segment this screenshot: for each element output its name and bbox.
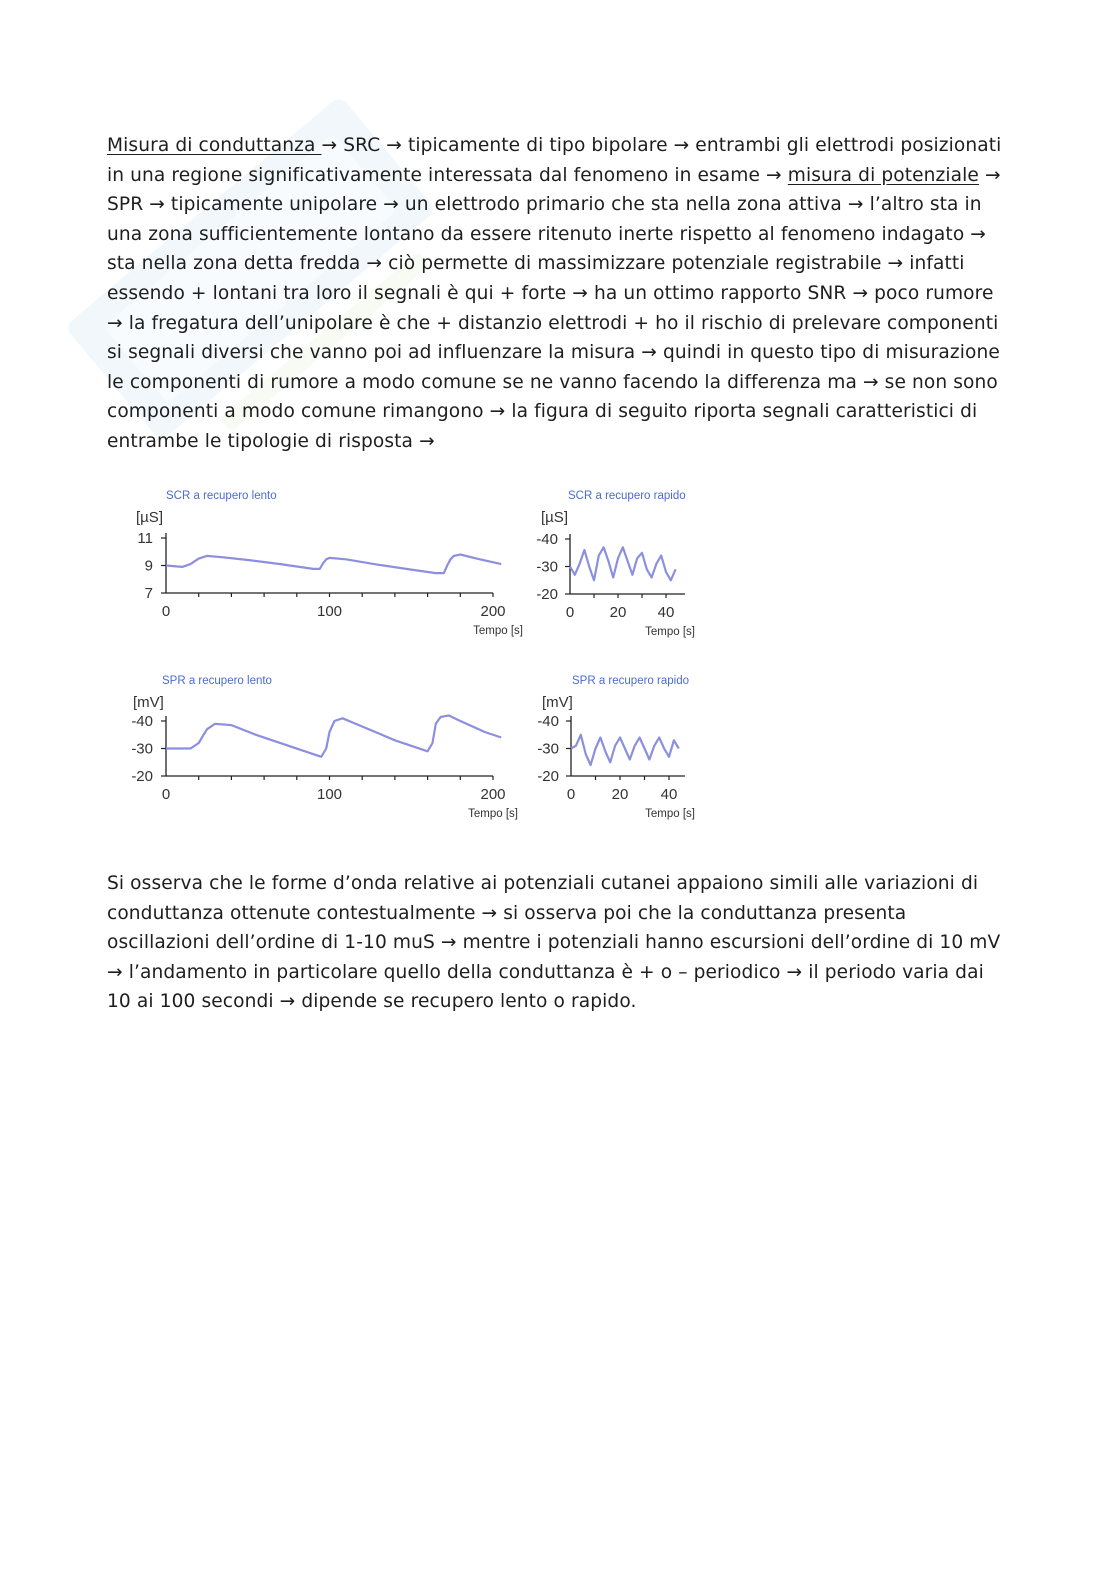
- chart-panel-3: [131, 675, 518, 820]
- x-tick-label: 40: [660, 786, 678, 803]
- x-axis-label: Tempo [s]: [645, 626, 695, 638]
- signal-curve: [570, 547, 676, 580]
- x-axis-label: Tempo [s]: [473, 625, 523, 637]
- y-tick-label: -20: [536, 586, 558, 603]
- y-tick-label: -40: [537, 713, 559, 730]
- x-tick-label: 0: [161, 603, 171, 620]
- x-tick-label: 200: [480, 786, 506, 803]
- paragraph-intro: [107, 131, 1012, 457]
- x-axis-label: Tempo [s]: [468, 808, 518, 820]
- chart-panel-4: [537, 675, 695, 820]
- y-tick-label: 9: [144, 557, 153, 575]
- y-tick-label: -40: [131, 713, 153, 730]
- x-tick-label: 40: [657, 604, 675, 621]
- y-tick-label: 7: [144, 585, 153, 602]
- y-tick-label: -20: [537, 768, 559, 785]
- x-tick-label: 0: [565, 604, 575, 621]
- y-tick-label: -30: [537, 740, 559, 758]
- term-misura-conduttanza: Misura di conduttanza: [107, 135, 322, 156]
- y-tick-label: -30: [131, 740, 153, 758]
- chart-title: SPR a recupero lento: [162, 675, 272, 687]
- chart-title: SPR a recupero rapido: [572, 675, 689, 687]
- x-tick-label: 100: [316, 603, 343, 620]
- paragraph-intro-text-b: → SPR → tipicamente unipolare → un elettrodo primario che sta nella zona attiva → l’altro sta in una zona sufficientemente lontano da essere ritenuto inerte rispetto al fenomeno indagato → sta nella zona detta fredda → ciò permette di massimizzare potenziale registrabile → infatti essendo + lontani tra loro il segnali è qui + forte → ha un ottimo rapporto SNR → poco rumore → la fregatura dell’unipolare è che + distanzio elettrodi + ho il rischio di prelevare componenti si segnali diversi che vanno poi ad influenzare la misura → quindi in questo tipo di misurazione le componenti di rumore a modo comune se ne vanno facendo la differenza ma → se non sono componenti a modo comune rimangono → la figura di seguito riporta segnali caratteristici di entrambe le tipologie di risposta →: [107, 164, 1001, 452]
- chart-unit: [mV]: [133, 694, 164, 711]
- y-tick-label: 11: [137, 530, 153, 547]
- x-tick-label: 200: [480, 603, 506, 620]
- x-axis-label: Tempo [s]: [645, 808, 695, 820]
- y-tick-label: -20: [131, 768, 153, 785]
- chart-panel-1: [136, 490, 523, 637]
- x-tick-label: 100: [316, 786, 343, 803]
- signal-curve: [571, 735, 679, 765]
- paragraph-conclusion: Si osserva che le forme d’onda relative ai potenziali cutanei appaiono simili alle variazioni di conduttanza ottenute contestualmente → si osserva poi che la conduttanza presenta oscillazioni dell’ordine di 1-10 muS → mentre i potenziali hanno escursioni dell’ordine di 10 mV → l’andamento in particolare quello della conduttanza è + o – periodico → il periodo varia dai 10 ai 100 secondi → dipende se recupero lento o rapido.: [107, 873, 1001, 1013]
- signal-curve: [166, 555, 501, 574]
- y-tick-label: -30: [536, 558, 558, 576]
- chart-panel-2: [536, 490, 695, 638]
- signals-figure: [118, 478, 718, 838]
- chart-unit: [µS]: [136, 509, 163, 526]
- signal-curve: [166, 716, 501, 757]
- x-tick-label: 0: [566, 786, 576, 803]
- x-tick-label: 0: [161, 786, 171, 803]
- chart-unit: [mV]: [542, 694, 573, 711]
- paragraph-intro-text-a: → SRC → tipicamente di tipo bipolare → entrambi gli elettrodi posizionati in una regione significativamente interessata dal fenomeno in esame →: [107, 135, 1002, 186]
- x-tick-label: 20: [611, 786, 629, 803]
- chart-title: SCR a recupero rapido: [568, 490, 686, 502]
- term-misura-potenziale: misura di potenziale: [787, 164, 979, 186]
- x-tick-label: 20: [609, 604, 627, 621]
- y-tick-label: -40: [536, 531, 558, 548]
- chart-unit: [µS]: [541, 509, 568, 526]
- chart-title: SCR a recupero lento: [166, 490, 277, 502]
